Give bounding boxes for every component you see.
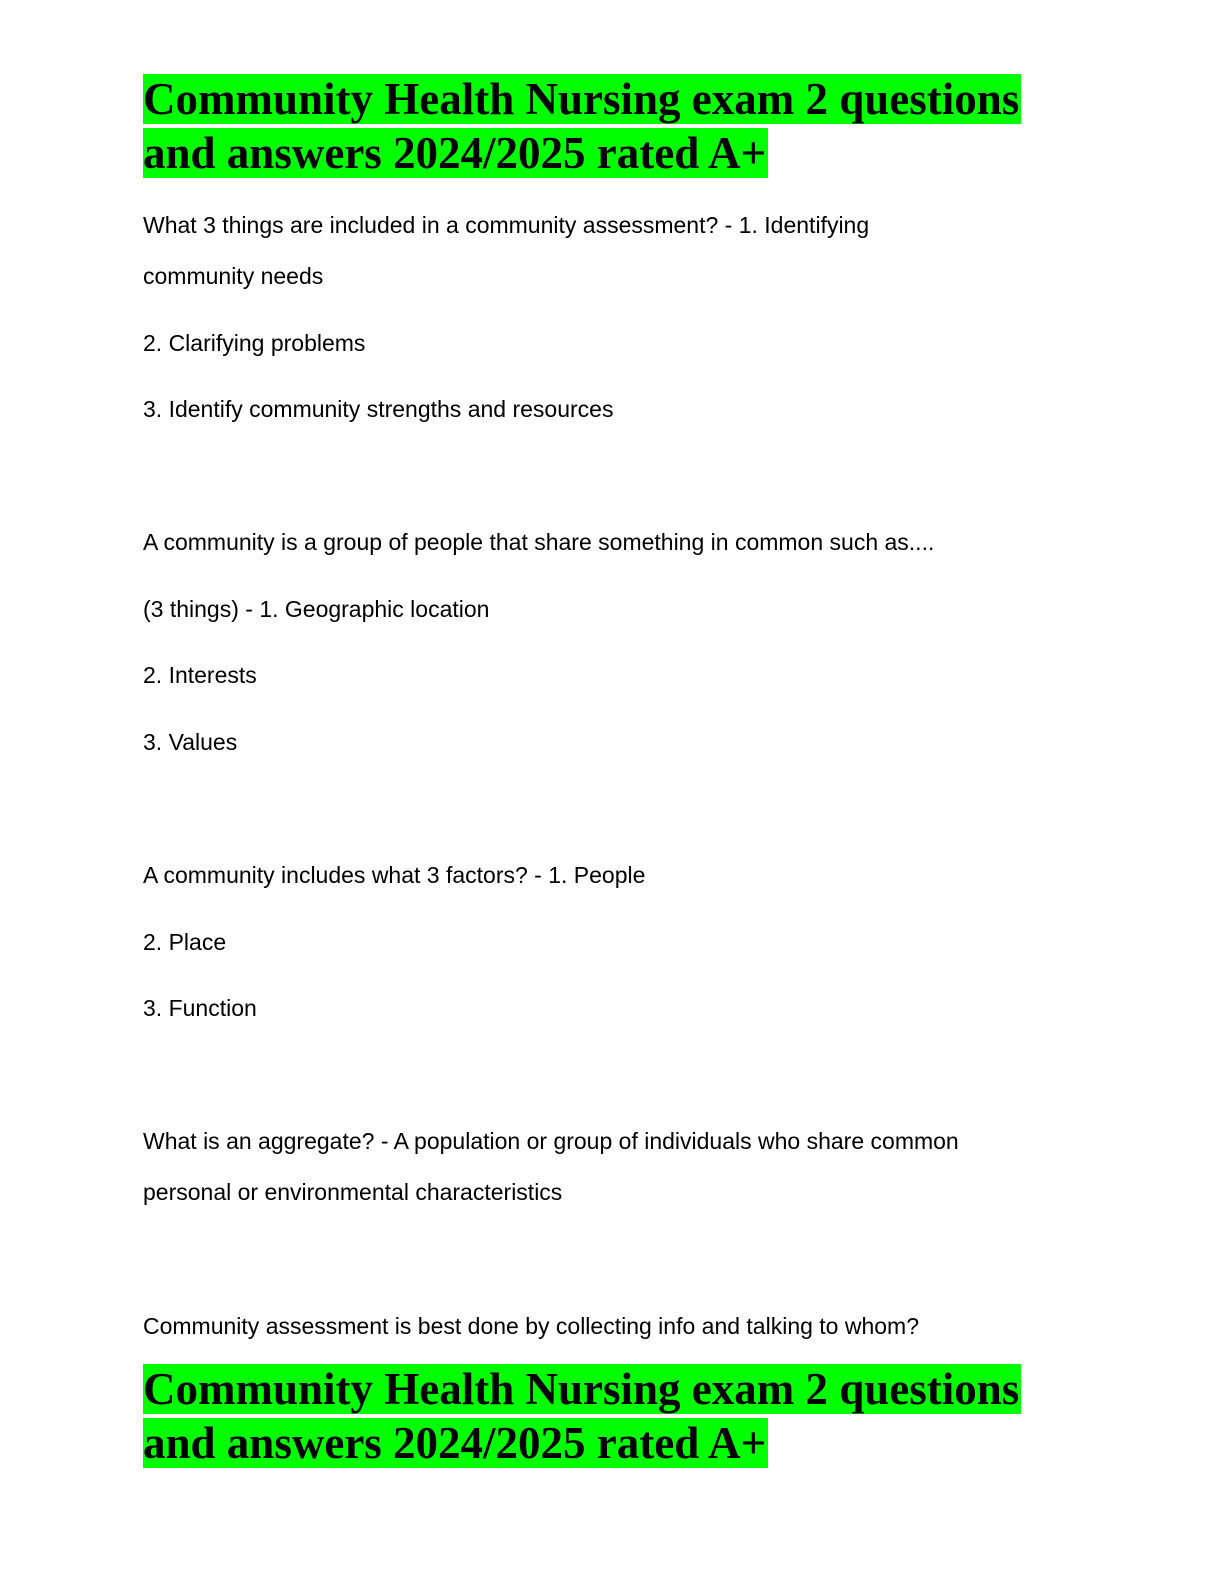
question-4-line-1: What is an aggregate? - A population or group of individuals who share common [143, 1128, 959, 1154]
question-2-line-2: (3 things) - 1. Geographic location [143, 596, 490, 622]
question-3-line-3: 3. Function [143, 995, 257, 1021]
question-4-line-2: personal or environmental characteristics [143, 1179, 563, 1205]
question-3-line-2: 2. Place [143, 929, 227, 955]
footer-title-highlight: Community Health Nursing exam 2 questions and answers 2024/2025 rated A+ [143, 1364, 1020, 1468]
title-highlight: Community Health Nursing exam 2 questions and answers 2024/2025 rated A+ [143, 74, 1020, 178]
question-2-line-3: 2. Interests [143, 662, 257, 688]
question-2-line-4: 3. Values [143, 729, 238, 755]
question-3-line-1: A community includes what 3 factors? - 1. People [143, 862, 646, 888]
document-title [143, 72, 1083, 180]
question-5-line-1: Community assessment is best done by collecting info and talking to whom? [143, 1313, 920, 1339]
question-1-line-4: 3. Identify community strengths and resources [143, 396, 614, 422]
question-1-line-1: What 3 things are included in a community assessment? - 1. Identifying [143, 212, 870, 238]
question-2-line-1: A community is a group of people that share something in common such as.... [143, 529, 935, 555]
question-1-line-2: community needs [143, 263, 324, 289]
question-1-line-3: 2. Clarifying problems [143, 330, 366, 356]
document-footer-title [143, 1362, 1083, 1470]
